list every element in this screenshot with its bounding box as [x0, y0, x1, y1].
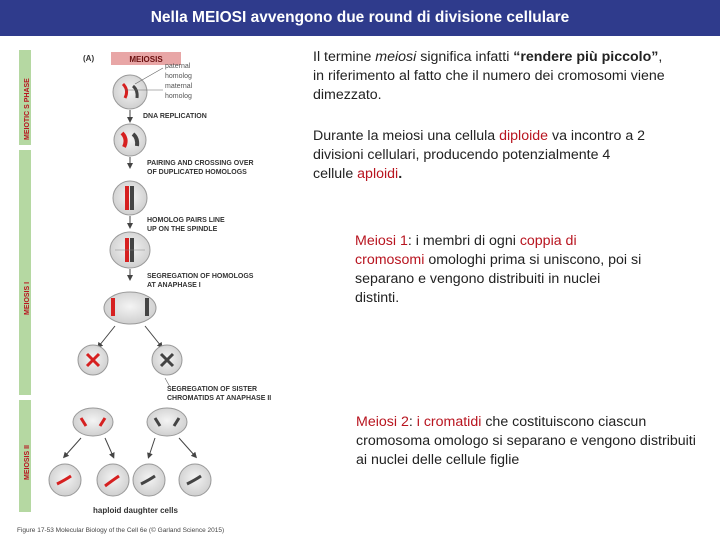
figure-caption: Figure 17-53 Molecular Biology of the Cell 6e (© Garland Science 2015)	[17, 527, 225, 534]
phase-bar-meiosis-i	[19, 150, 31, 395]
paragraph-meiosi-1: Meiosi 1: i membri di ogni coppia di cromosomi omologhi prima si uniscono, poi si separano e vengono distribuiti in nuclei distinti.	[355, 233, 642, 306]
legend-item: homolog	[165, 93, 192, 100]
cell-7b	[147, 408, 187, 436]
step-line-up-2: UP ON THE SPINDLE	[147, 226, 218, 233]
panel-label: (A)	[83, 54, 95, 63]
legend-item: maternal	[165, 83, 193, 90]
step-segregation-2: AT ANAPHASE I	[147, 282, 201, 289]
cell-2	[114, 124, 146, 156]
legend-item: paternal	[165, 63, 191, 70]
paragraph-diploide: Durante la meiosi una cellula diploide va incontro a 2 divisioni cellulari, producendo potenzialmente 4 cellule aploidi.	[313, 128, 646, 182]
panel-title: MEIOSIS	[129, 55, 163, 64]
phase-label-meiosis-ii: MEIOSIS II	[24, 444, 31, 480]
step-pairing-1: PAIRING AND CROSSING OVER	[147, 160, 254, 167]
step-segregation-1: SEGREGATION OF HOMOLOGS	[147, 273, 254, 280]
paragraph-meiosi-definition: Il termine meiosi significa infatti “rendere più piccolo”, in riferimento al fatto che il numero dei cromosomi viene dimezzato.	[313, 49, 665, 103]
phase-label-meiosis-i: MEIOSIS I	[24, 281, 31, 315]
haploid-label: haploid daughter cells	[93, 506, 178, 515]
legend-item: homolog	[165, 73, 192, 80]
slide-title: Nella MEIOSI avvengono due round di divisione cellulare	[0, 0, 720, 36]
cell-7a	[73, 408, 113, 436]
step-sister-1: SEGREGATION OF SISTER	[167, 386, 258, 393]
meiosis-diagram	[15, 40, 295, 540]
meiosis-figure	[15, 40, 295, 540]
step-sister-2: CHROMATIDS AT ANAPHASE II	[167, 395, 272, 402]
paragraph-meiosi-2: Meiosi 2: i cromatidi che costituiscono ciascun cromosoma omologo si separano e vengono distribuiti ai nuclei delle cellule figlie	[356, 414, 696, 468]
phase-label-s: MEIOTIC S PHASE	[24, 78, 31, 140]
step-line-up-1: HOMOLOG PAIRS LINE	[147, 217, 225, 224]
legend	[165, 63, 193, 100]
step-pairing-2: OF DUPLICATED HOMOLOGS	[147, 169, 247, 176]
step-dna-replication: DNA REPLICATION	[143, 113, 207, 120]
